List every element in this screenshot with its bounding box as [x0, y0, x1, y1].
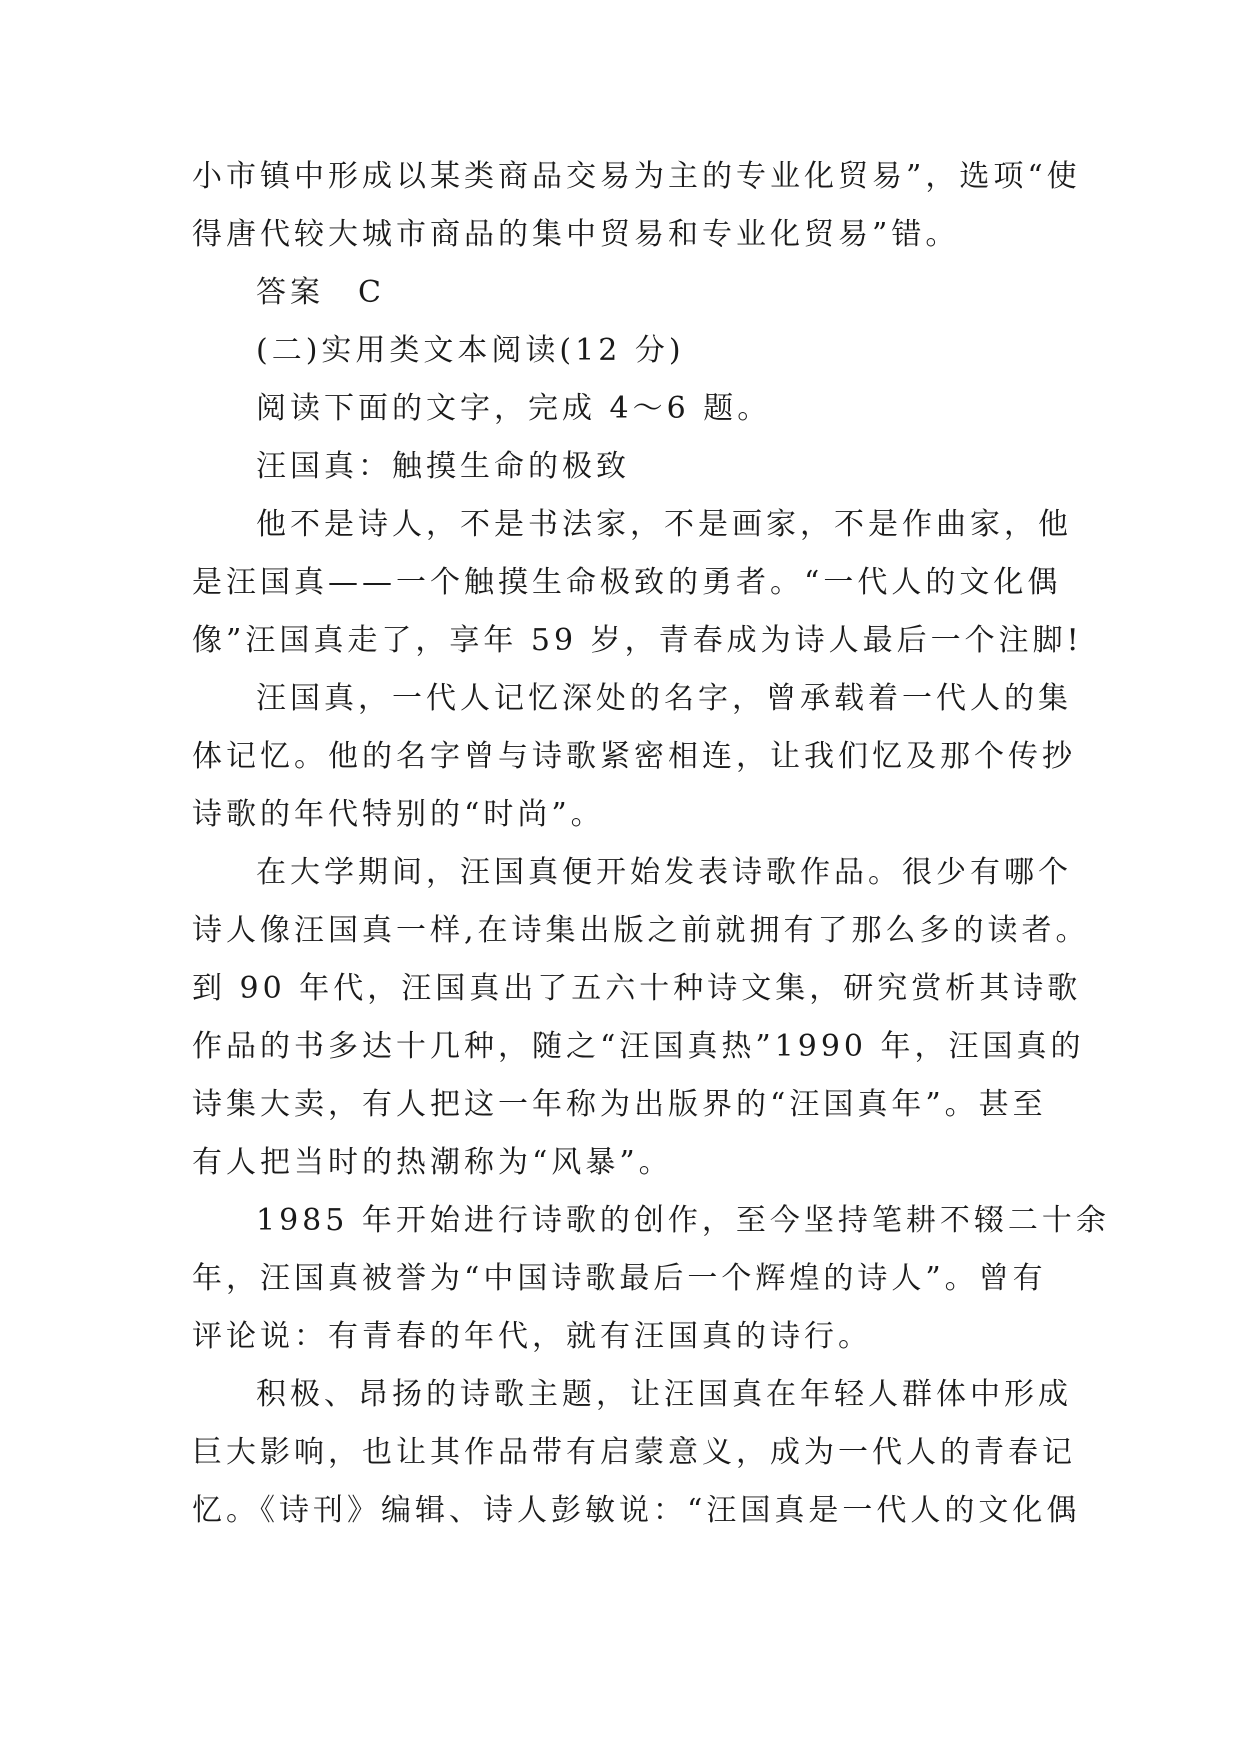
text-line: 忆。《诗刊》编辑、诗人彭敏说：“汪国真是一代人的文化偶: [192, 1493, 1081, 1528]
text-line: 他不是诗人，不是书法家，不是画家，不是作曲家，他: [256, 507, 1072, 542]
text-line: 年，汪国真被誉为“中国诗歌最后一个辉煌的诗人”。曾有: [192, 1261, 1047, 1296]
text-line: 积极、昂扬的诗歌主题，让汪国真在年轻人群体中形成: [256, 1377, 1072, 1412]
text-line: 巨大影响，也让其作品带有启蒙意义，成为一代人的青春记: [192, 1435, 1076, 1470]
section-heading: (二)实用类文本阅读(12 分): [256, 333, 685, 368]
text-line: 1985 年开始进行诗歌的创作，至今坚持笔耕不辍二十余: [256, 1203, 1110, 1238]
text-line: 诗集大卖，有人把这一年称为出版界的“汪国真年”。甚至: [192, 1087, 1047, 1122]
text-line: 汪国真，一代人记忆深处的名字，曾承载着一代人的集: [256, 681, 1072, 716]
text-line: 有人把当时的热潮称为“风暴”。: [192, 1145, 673, 1180]
text-line: 作品的书多达十几种，随之“汪国真热”1990 年，汪国真的: [192, 1029, 1085, 1064]
text-line: 在大学期间，汪国真便开始发表诗歌作品。很少有哪个: [256, 855, 1072, 890]
text-line: 诗歌的年代特别的“时尚”。: [192, 797, 605, 832]
text-line: 诗人像汪国真一样,在诗集出版之前就拥有了那么多的读者。: [192, 913, 1090, 948]
text-line: 小市镇中形成以某类商品交易为主的专业化贸易”，选项“使: [192, 159, 1081, 194]
text-line: 体记忆。他的名字曾与诗歌紧密相连，让我们忆及那个传抄: [192, 739, 1076, 774]
text-line: 评论说：有青春的年代，就有汪国真的诗行。: [192, 1319, 872, 1354]
text-line: 像”汪国真走了，享年 59 岁，青春成为诗人最后一个注脚!: [192, 623, 1083, 658]
answer-line: 答案 C: [256, 275, 385, 310]
text-line: 得唐代较大城市商品的集中贸易和专业化贸易”错。: [192, 217, 960, 252]
article-title: 汪国真：触摸生命的极致: [256, 449, 630, 484]
document-page: [192, 148, 1110, 1540]
text-line: 到 90 年代，汪国真出了五六十种诗文集，研究赏析其诗歌: [192, 971, 1082, 1006]
instruction-line: 阅读下面的文字，完成 4～6 题。: [256, 391, 772, 426]
text-line: 是汪国真——一个触摸生命极致的勇者。“一代人的文化偶: [192, 565, 1062, 600]
